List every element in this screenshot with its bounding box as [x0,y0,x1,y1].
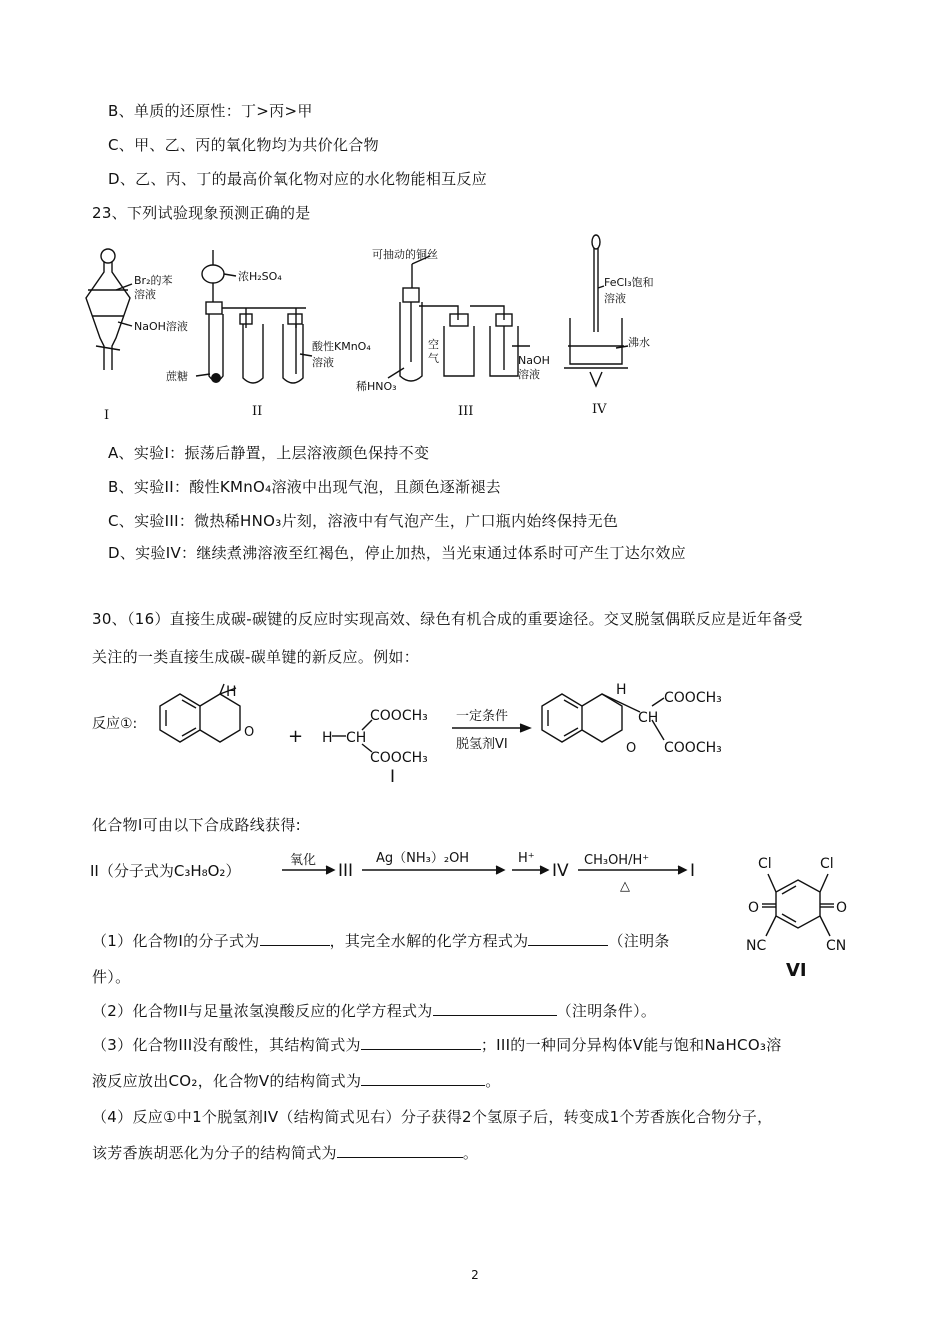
q23-option-a: A、实验I：振荡后静置，上层溶液颜色保持不变 [108,444,430,462]
route-end: I [690,861,696,881]
answer-blank-aromatic-structure[interactable] [337,1143,463,1158]
route-iv: IV [552,861,569,881]
apparatus-label-iii: III [458,404,474,419]
apparatus-label-ii: II [252,404,263,419]
reagent-cooch3-top: COOCH₃ [370,708,428,724]
sub1-part-d: 件）。 [92,968,131,986]
plus-sign: + [288,726,304,747]
vi-name: VI [786,960,807,981]
label-acidic-kmno4-2: 溶液 [312,356,334,369]
copper-wire-setup [388,256,530,381]
sub2-part-a: （2）化合物II与足量浓氢溴酸反应的化学方程式为 [92,1002,433,1020]
sub-question-1 [92,930,670,951]
separating-funnel [86,249,132,370]
vi-cl-left: Cl [758,856,772,872]
q23-option-b: B、实验II：酸性KMnO₄溶液中出现气泡，且颜色逐渐褪去 [108,478,501,496]
route-step-2: Ag（NH₃）₂OH [376,851,470,866]
reaction-1-scheme [0,680,950,790]
arrow-condition-top: 一定条件 [456,709,509,724]
product-h: H [616,682,627,698]
vi-cl-right: Cl [820,856,834,872]
reagent-cooch3-bottom: COOCH₃ [370,750,428,766]
reagent-ch: CH [346,730,367,746]
label-naoh-2-1: NaOH [518,354,550,367]
sub2-part-b: （注明条件）。 [556,1002,657,1020]
sub-question-3-cont [92,1070,501,1091]
reaction-label: 反应①: [92,716,138,732]
answer-blank-formula[interactable] [260,931,330,946]
label-air-2: 气 [428,352,439,365]
arrow-condition-bottom: 脱氢剂VI [456,737,508,752]
vi-o-left: O [748,900,760,916]
label-fecl3-1: FeCl₃饱和 [604,276,654,289]
sub3-part-a: （3）化合物III没有酸性，其结构简式为 [92,1036,361,1054]
label-naoh-solution-1: NaOH溶液 [134,320,188,333]
route-step-3: H⁺ [518,851,535,866]
reagent-h: H [322,730,333,746]
sub4-part-c: 。 [462,1144,479,1162]
sub-question-4-cont [92,1142,478,1163]
answer-blank-hydrolysis[interactable] [528,931,608,946]
sub3-part-d: 。 [485,1072,501,1090]
route-step-1: 氧化 [290,853,317,868]
product-o: O [626,741,637,756]
compound-i-label: I [390,767,396,787]
q22-option-c: C、甲、乙、丙的氧化物均为共价化合物 [108,136,379,154]
product-ch: CH [638,710,659,726]
answer-blank-iii-structure[interactable] [361,1035,481,1050]
route-start: II（分子式为C₃H₈O₂） [90,862,241,880]
route-step-4-bottom: △ [620,879,630,892]
label-air-1: 空 [428,338,439,351]
vi-cn-right: CN [826,938,847,954]
page-number: 2 [471,1268,479,1282]
label-boiling-water: 沸水 [628,336,650,349]
q30-intro-line-2: 关注的一类直接生成碳-碳单键的新反应。例如： [92,648,420,666]
label-br2-benzene-1: Br₂的苯 [134,274,173,287]
sub3-part-b: ；III的一种同分异构体V能与饱和NaHCO₃溶 [480,1036,782,1054]
label-br2-benzene-2: 溶液 [134,288,156,301]
label-acidic-kmno4-1: 酸性KMnO₄ [312,340,371,353]
label-sucrose: 蔗糖 [166,370,188,383]
sub4-part-a: （4）反应①中1个脱氢剂IV（结构简式见右）分子获得2个氢原子后，转变成1个芳香族化合物分子， [92,1108,773,1126]
sub1-part-b: ，其完全水解的化学方程式为 [329,932,529,950]
q22-option-d: D、乙、丙、丁的最高价氧化物对应的水化物能相互反应 [108,170,488,188]
label-naoh-2-2: 溶液 [518,368,540,381]
apparatus-label-i: I [104,408,110,423]
answer-blank-v-structure[interactable] [361,1071,485,1086]
label-conc-h2so4: 浓H₂SO₄ [238,270,282,283]
sub-question-2 [92,1000,656,1021]
product-cooch3-top: COOCH₃ [664,690,722,706]
label-dilute-hno3: 稀HNO₃ [356,380,397,393]
synthesis-route [0,842,720,892]
route-intro: 化合物I可由以下合成路线获得: [92,816,301,834]
q23-option-d: D、实验IV：继续煮沸溶液至红褐色，停止加热，当光束通过体系时可产生丁达尔效应 [108,544,686,562]
label-fecl3-2: 溶液 [604,292,626,305]
sub1-part-c: （注明条 [608,932,670,950]
answer-blank-hbr-equation[interactable] [433,1001,557,1016]
vi-o-right: O [836,900,848,916]
reactant-o: O [244,725,255,740]
q23-apparatus-figure [0,228,950,428]
sub1-part-a: （1）化合物I的分子式为 [92,932,260,950]
product-cooch3-bottom: COOCH₃ [664,740,722,756]
route-iii: III [338,861,354,881]
sub3-part-c: 液反应放出CO₂，化合物V的结构简式为 [92,1072,362,1090]
apparatus-label-iv: IV [592,402,607,417]
label-copper-wire: 可抽动的铜丝 [372,248,438,261]
q22-option-b: B、单质的还原性：丁>丙>甲 [108,102,313,120]
q30-intro-line-1: 30、（16）直接生成碳-碳键的反应时实现高效、绿色有机合成的重要途径。交叉脱氢偶联反应是近年备受 [92,610,803,628]
q23-option-c: C、实验III：微热稀HNO₃片刻，溶液中有气泡产生，广口瓶内始终保持无色 [108,512,619,530]
sub-question-3 [92,1034,782,1055]
fecl3-boiling-setup [564,235,628,386]
reactant-h: H [226,684,237,700]
q23-stem: 23、下列试验现象预测正确的是 [92,204,311,222]
sub4-part-b: 该芳香族胡恶化为分子的结构简式为 [92,1144,337,1162]
route-step-4-top: CH₃OH/H⁺ [584,853,650,868]
structure-vi [722,840,872,985]
vi-cn-left: NC [746,938,767,954]
